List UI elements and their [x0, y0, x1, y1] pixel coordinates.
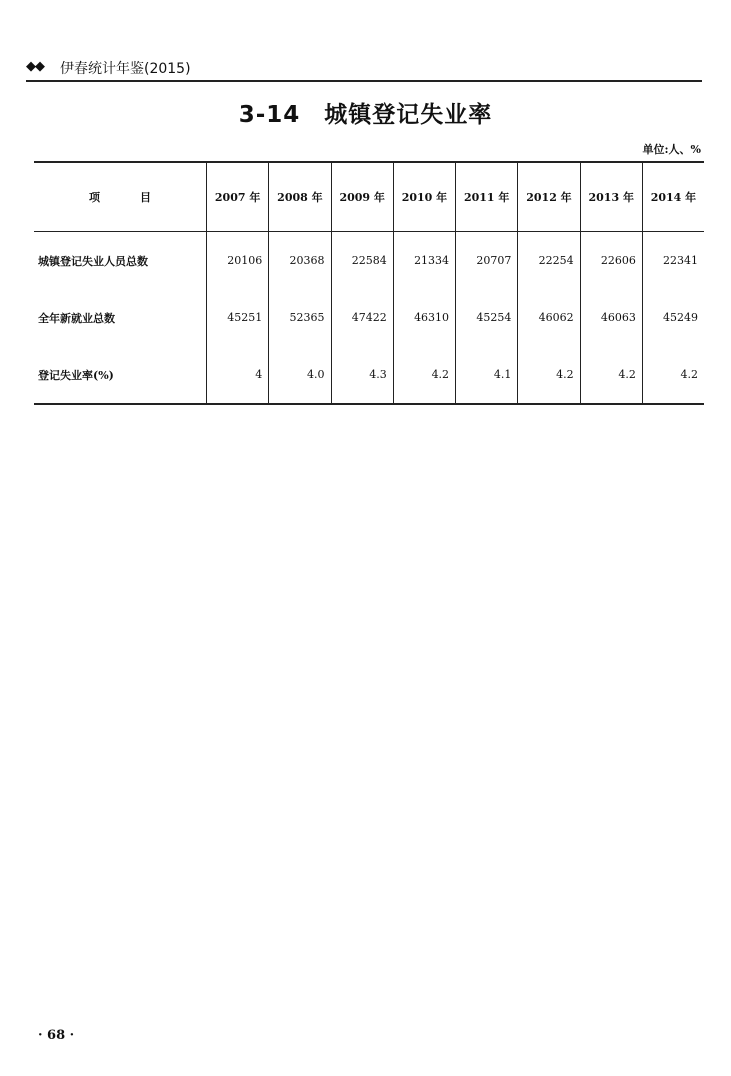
- table-cell: 22584: [331, 232, 393, 290]
- header-row: [34, 162, 704, 232]
- item-column-header: [34, 162, 207, 232]
- item-header-left: 项: [89, 191, 100, 204]
- row-label: 全年新就业总数: [38, 311, 115, 325]
- year-column-header: 2011 年: [456, 162, 518, 232]
- table-cell: 20106: [207, 232, 269, 290]
- year-column-header: 2007 年: [207, 162, 269, 232]
- page-number: · 68 ·: [38, 1028, 75, 1043]
- year-column-header: 2010 年: [393, 162, 455, 232]
- book-title: 伊春统计年鉴(2015): [60, 61, 191, 77]
- table-cell: 22606: [580, 232, 642, 290]
- table-cell: 4.1: [456, 346, 518, 404]
- item-header-right: 目: [140, 191, 151, 204]
- table-cell: 52365: [269, 289, 331, 346]
- unit-label: 单位:人、%: [642, 143, 701, 156]
- table-row: [34, 346, 704, 404]
- row-label: 城镇登记失业人员总数: [38, 254, 148, 268]
- table-cell: 4.2: [580, 346, 642, 404]
- table-cell: 45254: [456, 289, 518, 346]
- year-column-header: 2008 年: [269, 162, 331, 232]
- table-cell: 46063: [580, 289, 642, 346]
- table-cell: 4.2: [518, 346, 580, 404]
- table-cell: 45249: [642, 289, 704, 346]
- table-cell: 22341: [642, 232, 704, 290]
- table-row: [34, 232, 704, 290]
- table-cell: 4.0: [269, 346, 331, 404]
- table-cell: 45251: [207, 289, 269, 346]
- table-cell: 4.3: [331, 346, 393, 404]
- table-cell: 46062: [518, 289, 580, 346]
- table-cell: 4.2: [393, 346, 455, 404]
- table-cell: 47422: [331, 289, 393, 346]
- year-column-header: 2014 年: [642, 162, 704, 232]
- table-cell: 4: [207, 346, 269, 404]
- running-header: [26, 58, 702, 82]
- table-cell: 20707: [456, 232, 518, 290]
- table-cell: 20368: [269, 232, 331, 290]
- table-cell: 22254: [518, 232, 580, 290]
- data-table: [34, 161, 704, 405]
- table-cell: 46310: [393, 289, 455, 346]
- table-title: 3-14 城镇登记失业率: [238, 102, 493, 128]
- row-label: 登记失业率(%): [34, 346, 207, 404]
- table-row: [34, 289, 704, 346]
- year-column-header: 2012 年: [518, 162, 580, 232]
- table-cell: 21334: [393, 232, 455, 290]
- table-cell: 4.2: [642, 346, 704, 404]
- diamond-bullet-icon: ◆◆: [26, 59, 44, 74]
- year-column-header: 2009 年: [331, 162, 393, 232]
- year-column-header: 2013 年: [580, 162, 642, 232]
